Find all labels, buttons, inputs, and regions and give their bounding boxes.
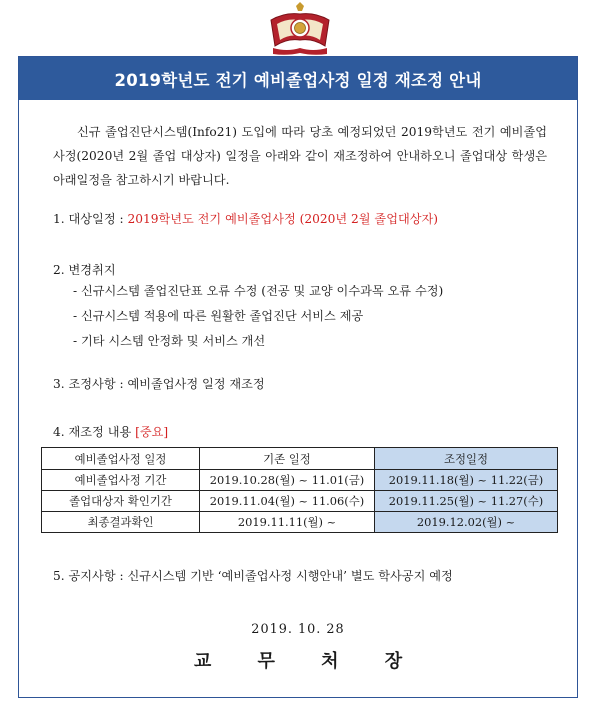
section-5-label: 5. 공지사항 : 신규시스템 기반 ‘예비졸업사정 시행안내’ 별도 학사공지 예정 [53, 569, 453, 583]
list-item: - 기타 시스템 안정화 및 서비스 개선 [73, 334, 266, 348]
section-4-label: 4. 재조정 내용 [53, 425, 136, 439]
table-row [42, 470, 558, 491]
section-1-label: 1. 대상일정 : [53, 212, 128, 226]
adjusted-date: 2019.11.25(월) ~ 11.27(수) [375, 491, 558, 512]
header-adjusted: 조정일정 [375, 448, 558, 470]
table-row [42, 512, 558, 533]
section-1 [53, 210, 438, 227]
row-label: 졸업대상자 확인기간 [42, 491, 200, 512]
adjusted-date: 2019.11.18(월) ~ 11.22(금) [375, 470, 558, 491]
important-tag: [중요] [135, 425, 169, 439]
adjusted-date: 2019.12.02(월) ~ [375, 512, 558, 533]
intro-paragraph: 신규 졸업진단시스템(Info21) 도입에 따라 당초 예정되었던 2019학년도 전기 예비졸업사정(2020년 2월 졸업 대상자) 일정을 아래와 같이 재조정하여 안내하오니 졸업대상 학생은 아래일정을 참고하시기 바랍니다. [53, 125, 547, 187]
university-emblem-icon [267, 2, 333, 56]
table-header-row [42, 448, 558, 470]
notice-frame [18, 56, 578, 698]
original-date: 2019.11.11(월) ~ [200, 512, 375, 533]
header-schedule: 예비졸업사정 일정 [42, 448, 200, 470]
section-4 [53, 423, 168, 440]
section-1-value: 2019학년도 전기 예비졸업사정 (2020년 2월 졸업대상자) [127, 212, 439, 226]
section-2-list [73, 279, 443, 354]
row-label: 최종결과확인 [42, 512, 200, 533]
schedule-table [41, 447, 558, 533]
list-item: - 신규시스템 졸업진단표 오류 수정 (전공 및 교양 이수과목 오류 수정) [73, 284, 444, 298]
row-label: 예비졸업사정 기간 [42, 470, 200, 491]
section-2-label: 2. 변경취지 [53, 263, 116, 277]
notice-date: 2019. 10. 28 [251, 622, 345, 637]
table-row [42, 491, 558, 512]
original-date: 2019.10.28(월) ~ 11.01(금) [200, 470, 375, 491]
list-item: - 신규시스템 적용에 따른 원활한 졸업진단 서비스 제공 [73, 309, 364, 323]
header-original: 기존 일정 [200, 448, 375, 470]
signer: 교 무 처 장 [193, 651, 423, 672]
notice-title: 2019학년도 전기 예비졸업사정 일정 재조정 안내 [19, 57, 577, 100]
section-3-label: 3. 조정사항 : 예비졸업사정 일정 재조정 [53, 377, 265, 391]
original-date: 2019.11.04(월) ~ 11.06(수) [200, 491, 375, 512]
